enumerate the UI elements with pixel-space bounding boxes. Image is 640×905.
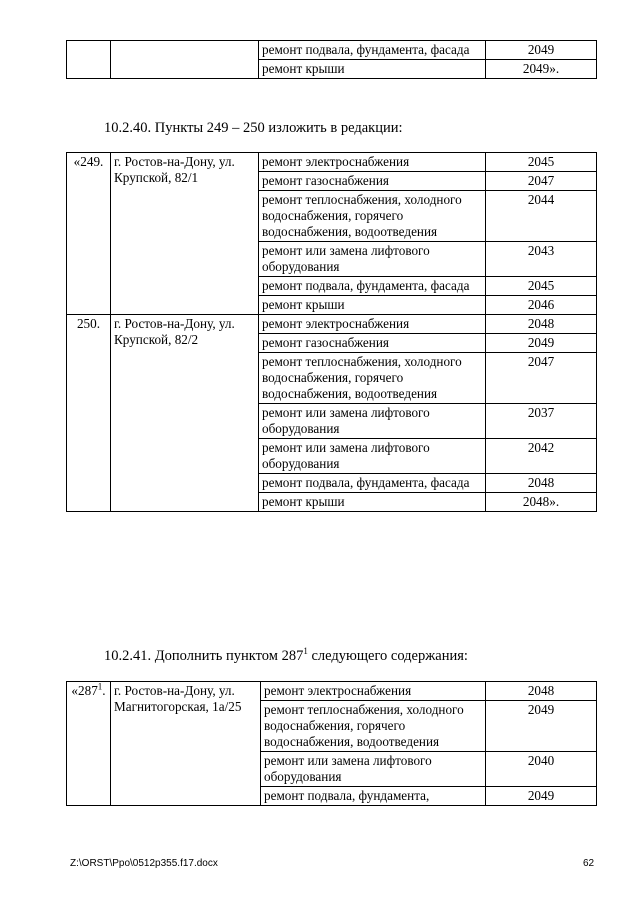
address-cell: г. Ростов-на-Дону, ул. Крупской, 82/1 bbox=[111, 153, 259, 315]
year-cell: 2047 bbox=[486, 353, 597, 404]
table-row bbox=[67, 682, 597, 701]
address-cell: г. Ростов-на-Дону, ул. Крупской, 82/2 bbox=[111, 315, 259, 512]
year-cell: 2049». bbox=[486, 60, 597, 79]
table-continuation bbox=[66, 40, 597, 79]
footer-page-number: 62 bbox=[583, 858, 595, 869]
service-cell: ремонт или замена лифтового оборудования bbox=[261, 752, 486, 787]
number-cell bbox=[67, 41, 111, 79]
footer-file-path: Z:\ORST\Ppo\0512p355.f17.docx bbox=[70, 858, 218, 869]
year-cell: 2048 bbox=[486, 315, 597, 334]
service-cell: ремонт газоснабжения bbox=[259, 334, 486, 353]
year-cell: 2049 bbox=[486, 701, 597, 752]
year-cell: 2044 bbox=[486, 191, 597, 242]
item-number-superscript: 1 bbox=[97, 681, 103, 692]
year-cell: 2049 bbox=[486, 334, 597, 353]
service-cell: ремонт подвала, фундамента, фасада bbox=[259, 277, 486, 296]
address-cell: г. Ростов-на-Дону, ул. Магнитогорская, 1а/25 bbox=[111, 682, 261, 806]
service-cell: ремонт теплоснабжения, холодного водоснабжения, горячего водоснабжения, водоотведения bbox=[259, 191, 486, 242]
service-cell: ремонт электроснабжения bbox=[259, 153, 486, 172]
service-cell: ремонт крыши bbox=[259, 60, 486, 79]
service-cell: ремонт подвала, фундамента, фасада bbox=[259, 474, 486, 493]
paragraph-10-2-40: 10.2.40. Пункты 249 – 250 изложить в редакции: bbox=[104, 120, 403, 136]
number-cell: «249. bbox=[67, 153, 111, 315]
year-cell: 2048 bbox=[486, 682, 597, 701]
item-number: «287 bbox=[71, 683, 98, 698]
year-cell: 2043 bbox=[486, 242, 597, 277]
year-cell: 2048». bbox=[486, 493, 597, 512]
service-cell: ремонт крыши bbox=[259, 493, 486, 512]
year-cell: 2042 bbox=[486, 439, 597, 474]
service-cell: ремонт или замена лифтового оборудования bbox=[259, 404, 486, 439]
service-cell: ремонт или замена лифтового оборудования bbox=[259, 242, 486, 277]
year-cell: 2047 bbox=[486, 172, 597, 191]
paragraph-text: 10.2.41. Дополнить пунктом 287 bbox=[104, 648, 304, 664]
table-items-249-250 bbox=[66, 152, 597, 512]
table-row bbox=[67, 315, 597, 334]
number-cell: 250. bbox=[67, 315, 111, 512]
year-cell: 2049 bbox=[486, 787, 597, 806]
year-cell: 2040 bbox=[486, 752, 597, 787]
service-cell: ремонт теплоснабжения, холодного водоснабжения, горячего водоснабжения, водоотведения bbox=[259, 353, 486, 404]
service-cell: ремонт газоснабжения bbox=[259, 172, 486, 191]
service-cell: ремонт теплоснабжения, холодного водоснабжения, горячего водоснабжения, водоотведения bbox=[261, 701, 486, 752]
year-cell: 2045 bbox=[486, 277, 597, 296]
service-cell: ремонт или замена лифтового оборудования bbox=[259, 439, 486, 474]
service-cell: ремонт электроснабжения bbox=[259, 315, 486, 334]
year-cell: 2046 bbox=[486, 296, 597, 315]
table-row bbox=[67, 41, 597, 60]
year-cell: 2048 bbox=[486, 474, 597, 493]
address-cell bbox=[111, 41, 259, 79]
service-cell: ремонт подвала, фундамента, фасада bbox=[259, 41, 486, 60]
table-row bbox=[67, 153, 597, 172]
service-cell: ремонт крыши bbox=[259, 296, 486, 315]
year-cell: 2037 bbox=[486, 404, 597, 439]
year-cell: 2049 bbox=[486, 41, 597, 60]
year-cell: 2045 bbox=[486, 153, 597, 172]
paragraph-text-end: следующего содержания: bbox=[307, 648, 468, 664]
superscript: 1 bbox=[303, 646, 308, 657]
number-cell bbox=[67, 682, 111, 806]
item-number-suffix: . bbox=[102, 683, 106, 698]
paragraph-10-2-41 bbox=[104, 648, 468, 665]
service-cell: ремонт подвала, фундамента, bbox=[261, 787, 486, 806]
service-cell: ремонт электроснабжения bbox=[261, 682, 486, 701]
table-item-287-1 bbox=[66, 681, 597, 806]
